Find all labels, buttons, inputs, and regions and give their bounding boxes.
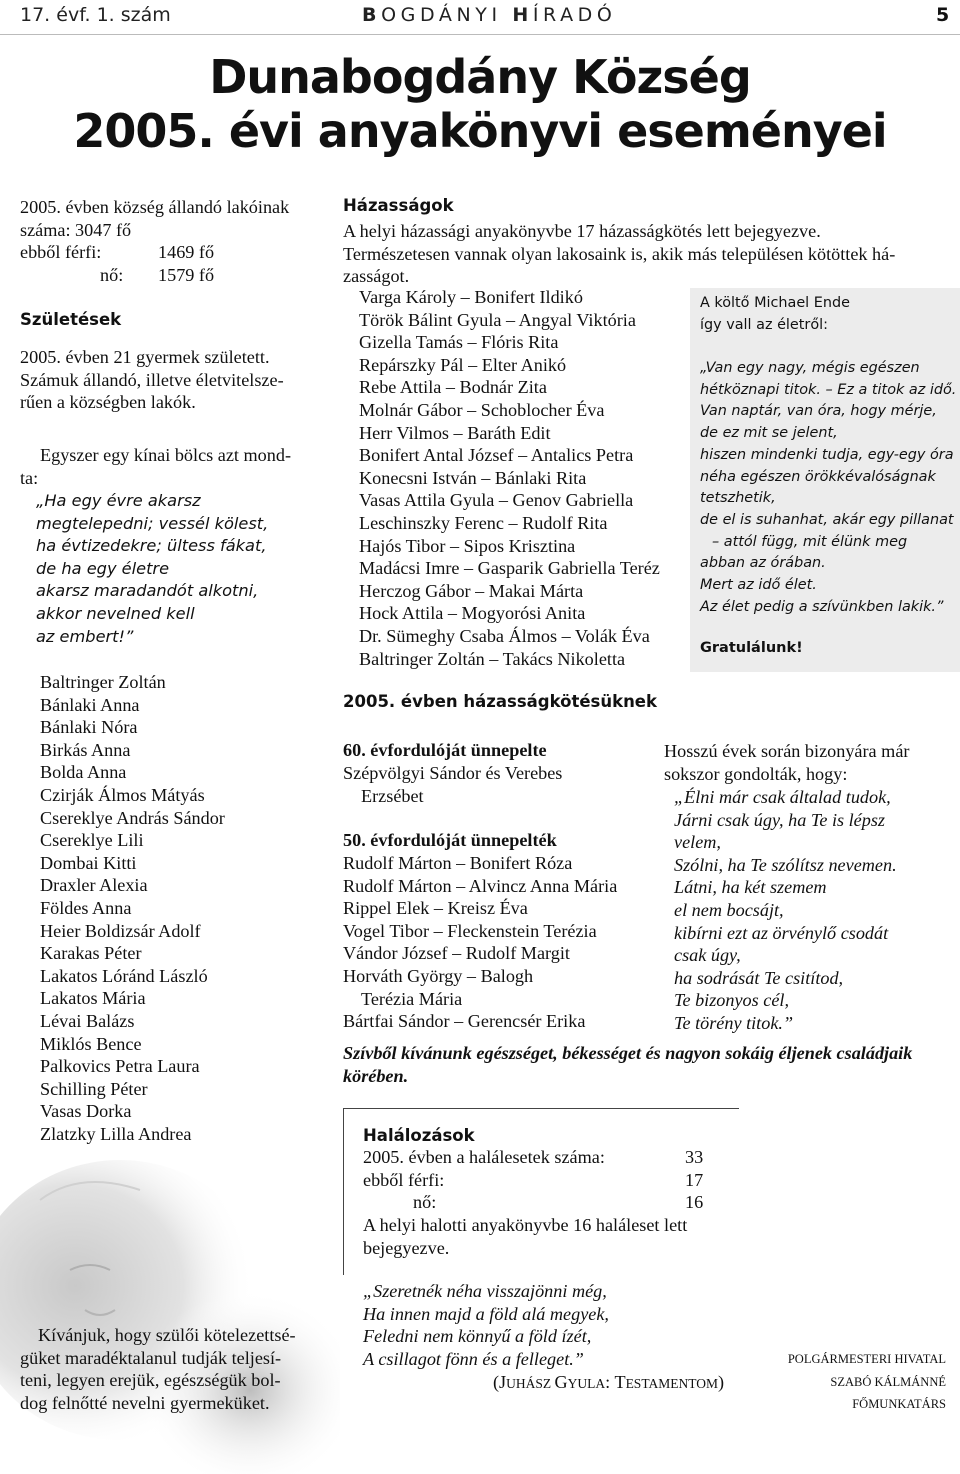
list-item: Schilling Péter — [40, 1078, 148, 1099]
list-item: Birkás Anna — [40, 739, 131, 760]
list-item: Bánlaki Anna — [40, 694, 140, 715]
population-section — [20, 196, 320, 286]
births-quote: „Ha egy évre akarsz megtelepedni; vessél kölest, ha évtizedekre; ültess fákat, de ha egy életre akarsz maradandót alkotni, akkor nevelned kell az embert!” — [36, 491, 269, 646]
list-item: Leschinszky Ferenc – Rudolf Rita — [359, 512, 608, 533]
issue-number: 17. évf. 1. szám — [20, 4, 171, 26]
list-item: Vasas Attila Gyula – Genov Gabriella — [359, 490, 634, 511]
deaths-male-value: 17 — [685, 1169, 704, 1190]
list-item: Karakas Péter — [40, 943, 142, 964]
page-number: 5 — [936, 4, 950, 26]
population-female: nő: 1579 fő — [100, 264, 215, 285]
list-item: Vogel Tibor – Fleckenstein Terézia — [343, 920, 597, 941]
list-item: Molnár Gábor – Schoblocher Éva — [359, 399, 605, 420]
list-item: Rudolf Márton – Alvincz Anna Mária — [343, 875, 618, 896]
fifty-couples — [343, 852, 617, 1033]
deaths-total-label: 2005. évben a halálesetek száma: — [363, 1147, 605, 1167]
list-item: Herr Vilmos – Baráth Edit — [359, 422, 551, 443]
anniversary-poem: „Élni már csak általad tudok, Járni csak úgy, ha Te is lépsz velem, Szólni, ha Te szólítsz nevemen. Látni, ha két szemem el nem bocsájt, kibírni ezt az örvénylő csodát csak úgy, ha sodrását Te csitítod, Te bizonyos cél, Te törény titok.” — [674, 787, 897, 1033]
ende-quote-box — [690, 288, 960, 672]
list-item: Földes Anna — [40, 897, 132, 918]
masthead-initial-b: B — [362, 4, 382, 26]
deaths-total-value: 33 — [685, 1147, 704, 1167]
list-item: Zlatzky Lilla Andrea — [40, 1123, 192, 1144]
ende-quote: „Van egy nagy, mégis egészen hétköznapi titok. – Ez a titok az idő. Van naptár, van óra, hogy mérje, de ez mit se jelent, hiszen mindenki tudja, egy-egy óra néha egészen örökkévalóságnak tetszhetik, de el is suhanhat, akár egy pillanat – attól függ, mit élünk meg abban az órában. Mert az idő élet. Az élet pedig a szívünkben lakik.” — [700, 360, 957, 615]
masthead-initial-h: H — [512, 4, 533, 26]
list-item: Dombai Kitti — [40, 852, 137, 873]
signature-name: SZABÓ KÁLMÁNNÉ — [830, 1374, 946, 1389]
signature-title: FŐMUNKATÁRS — [852, 1397, 946, 1412]
page-title-line-1: Dunabogdány Község — [209, 50, 751, 104]
anniversaries-heading: 2005. évben házasságkötésüknek — [343, 692, 657, 711]
list-item: Czirják Álmos Mátyás — [40, 784, 205, 805]
fifty-heading: 50. évfordulóját ünnepelték — [343, 830, 557, 850]
masthead-part-2: ÍRADÓ — [532, 4, 617, 26]
sixty-couple: Szépvölgyi Sándor és Verebes Erzsébet — [343, 763, 563, 806]
list-item: Rippel Elek – Kreisz Éva — [343, 898, 528, 919]
list-item: Rebe Attila – Bodnár Zita — [359, 377, 547, 398]
list-item: Lakatos Lóránd László — [40, 965, 208, 986]
list-item: Varga Károly – Bonifert Ildikó — [359, 287, 583, 307]
deaths-male-label: ebből férfi: — [363, 1169, 445, 1190]
anniversary-poem-intro: Hosszú évek során bizonyára már sokszor gondolták, hogy: — [664, 741, 910, 784]
deaths-heading: Halálozások — [363, 1126, 475, 1145]
marriages-heading: Házasságok — [343, 196, 454, 215]
list-item: Dr. Sümeghy Csaba Álmos – Volák Éva — [359, 625, 650, 646]
deaths-note: A helyi halotti anyakönyvbe 16 haláleset lett bejegyezve. — [363, 1215, 688, 1258]
list-item: Baltringer Zoltán – Takács Nikoletta — [359, 648, 626, 669]
list-item: Herczog Gábor – Makai Márta — [359, 580, 584, 601]
deaths-poem: „Szeretnék néha visszajönni még, Ha innen majd a föld alá megyek, Feledni nem könnyű a föld ízét, A csillagot fönn és a felleget.” — [363, 1281, 609, 1369]
baby-photo — [0, 1160, 340, 1474]
header-divider — [0, 34, 960, 35]
list-item: Madácsi Imre – Gasparik Gabriella Teréz — [359, 558, 660, 579]
masthead-part-1: OGDÁNYI — [381, 4, 513, 26]
marriages-intro: A helyi házassági anyakönyvbe 17 házasságkötés lett bejegyezve. Természetesen vannak olyan lakosaink is, akik más településen kötöttek há- zasságot. — [343, 221, 896, 287]
list-item: Lakatos Mária — [40, 988, 146, 1009]
population-count: száma: 3047 fő — [20, 219, 132, 240]
list-item: Török Bálint Gyula – Angyal Viktória — [359, 309, 636, 330]
births-intro: 2005. évben 21 gyermek született. Számuk állandó, illetve életvitelsze- rűen a községben lakók. — [20, 347, 284, 413]
list-item: Baltringer Zoltán — [40, 672, 166, 692]
ende-intro-line-1: A költő Michael Ende — [700, 295, 850, 311]
list-item: Lévai Balázs — [40, 1010, 135, 1031]
list-item: Rudolf Márton – Bonifert Róza — [343, 853, 573, 873]
page-title-line-2: 2005. évi anyakönyvi eseményei — [73, 104, 887, 158]
list-item: Palkovics Petra Laura — [40, 1056, 200, 1077]
list-item: Draxler Alexia — [40, 875, 148, 896]
list-item: Repárszky Pál – Elter Anikó — [359, 354, 567, 375]
deaths-female-label: nő: — [413, 1192, 437, 1213]
population-line: 2005. évben község állandó lakóinak — [20, 197, 290, 217]
deaths-stats — [363, 1146, 723, 1214]
births-wish: Kívánjuk, hogy szülői kötelezettsé- güket maradéktalanul tudják teljesí- teni, legyen erejük, egészségük bol- dog felnőtté nevelni gyermeküket. — [20, 1325, 296, 1413]
list-item: Csereklye András Sándor — [40, 807, 225, 828]
ende-intro-line-2: így vall az életről: — [700, 317, 828, 333]
list-item: Bonifert Antal József – Antalics Petra — [359, 445, 634, 466]
list-item: Csereklye Lili — [40, 830, 144, 851]
births-quote-intro: Egyszer egy kínai bölcs azt mond- ta: — [20, 445, 292, 488]
deaths-female-value: 16 — [685, 1192, 704, 1213]
list-item: Konecsni István – Bánlaki Rita — [359, 467, 587, 488]
list-item: Hock Attila – Mogyorósi Anita — [359, 603, 586, 624]
masthead — [362, 4, 616, 26]
list-item: Bolda Anna — [40, 762, 127, 783]
anniversary-wish: Szívből kívánunk egészséget, békességet és nagyon sokáig éljenek családjaik körében. — [343, 1043, 913, 1086]
list-item: Hajós Tibor – Sipos Krisztina — [359, 535, 576, 556]
congrats-label: Gratulálunk! — [700, 640, 803, 656]
list-item: Bánlaki Nóra — [40, 717, 138, 738]
signature-office: POLGÁRMESTERI HIVATAL — [787, 1352, 946, 1366]
list-item: Heier Boldizsár Adolf — [40, 920, 201, 941]
births-heading: Születések — [20, 310, 122, 329]
sixty-heading: 60. évfordulóját ünnepelte — [343, 740, 547, 760]
deaths-poem-attribution: (JUHÁSZ GYULA: TESTAMENTOM) — [493, 1372, 725, 1392]
list-item: Vasas Dorka — [40, 1101, 132, 1122]
signature-block — [730, 1348, 946, 1416]
births-name-list — [40, 671, 225, 1145]
population-male: ebből férfi: 1469 fő — [20, 242, 215, 263]
list-item: Horváth György – Balogh — [343, 965, 534, 986]
list-item: Miklós Bence — [40, 1033, 142, 1054]
list-item: Vándor József – Rudolf Margit — [343, 943, 570, 964]
list-item: Gizella Tamás – Flóris Rita — [359, 332, 559, 353]
marriages-couple-list — [359, 286, 660, 670]
list-item: Terézia Mária — [361, 988, 463, 1009]
list-item: Bártfai Sándor – Gerencsér Erika — [343, 1011, 586, 1032]
